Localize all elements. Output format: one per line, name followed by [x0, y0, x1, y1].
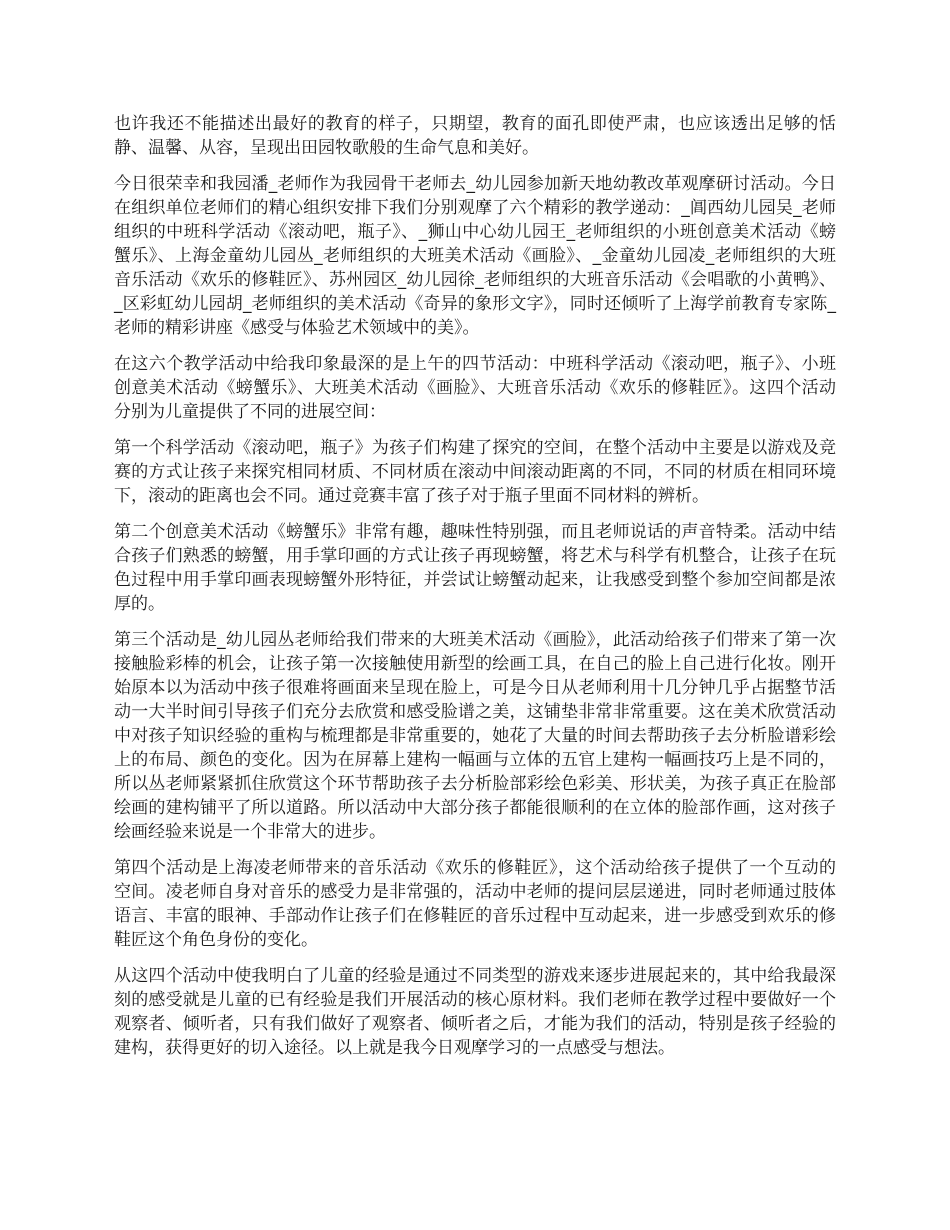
paragraph-four-activities: 在这六个教学活动中给我印象最深的是上午的四节活动：中班科学活动《滚动吧，瓶子》、小班创意美术活动《螃蟹乐》、大班美术活动《画脸》、大班音乐活动《欢乐的修鞋匠》。这四个活动分别为儿童提供了不同的进展空间：: [114, 354, 836, 422]
paragraph-conclusion: 从这四个活动中使我明白了儿童的经验是通过不同类型的游戏来逐步进展起来的，其中给我最深刻的感受就是儿童的已有经验是我们开展活动的核心原材料。我们老师在教学过程中要做好一个观察者、倾听者，只有我们做好了观察者、倾听者之后，才能为我们的活动，特别是孩子经验的建构，获得更好的切入途径。以上就是我今日观摩学习的一点感受与想法。: [114, 966, 836, 1058]
paragraph-face-painting-activity: 第三个活动是_幼儿园丛老师给我们带来的大班美术活动《画脸》，此活动给孩子们带来了第一次接触脸彩棒的机会，让孩子第一次接触使用新型的绘画工具，在自己的脸上自己进行化妆。刚开始原本以为活动中孩子很难将画面来呈现在脸上，可是今日从老师利用十几分钟几乎占据整节活动一大半时间引导孩子们充分去欣赏和感受脸谱之美，这铺垫非常非常重要。这在美术欣赏活动中对孩子知识经验的重构与梳理都是非常重要的，她花了大量的时间去帮助孩子去分析脸谱彩绘上的布局、颜色的变化。因为在屏幕上建构一幅画与立体的五官上建构一幅画技巧上是不同的，所以丛老师紧紧抓住欣赏这个环节帮助孩子去分析脸部彩绘色彩美、形状美，为孩子真正在脸部绘画的建构铺平了所以道路。所以活动中大部分孩子都能很顺利的在立体的脸部作画，这对孩子绘画经验来说是一个非常大的进步。: [114, 630, 836, 842]
paragraph-crab-art-activity: 第二个创意美术活动《螃蟹乐》非常有趣，趣味性特别强，而且老师说话的声音特柔。活动中结合孩子们熟悉的螃蟹，用手掌印画的方式让孩子再现螃蟹，将艺术与科学有机整合，让孩子在玩色过程中用手掌印画表现螃蟹外形特征，并尝试让螃蟹动起来，让我感受到整个参加空间都是浓厚的。: [114, 522, 836, 614]
paragraph-observation-overview: 今日很荣幸和我园潘_老师作为我园骨干老师去_幼儿园参加新天地幼教改革观摩研讨活动。今日在组织单位老师们的精心组织安排下我们分别观摩了六个精彩的教学递动：_阊西幼儿园吴_老师组织的中班科学活动《滚动吧，瓶子》、_狮山中心幼儿园王_老师组织的小班创意美术活动《螃蟹乐》、上海金童幼儿园丛_老师组织的大班美术活动《画脸》、_金童幼儿园凌_老师组织的大班音乐活动《欢乐的修鞋匠》、苏州园区_幼儿园徐_老师组织的大班音乐活动《会唱歌的小黄鸭》、_区彩虹幼儿园胡_老师组织的美术活动《奇异的象形文字》，同时还倾听了上海学前教育专家陈_老师的精彩讲座《感受与体验艺术领域中的美》。: [114, 174, 836, 338]
paragraph-science-activity: 第一个科学活动《滚动吧，瓶子》为孩子们构建了探究的空间，在整个活动中主要是以游戏及竞赛的方式让孩子来探究相同材质、不同材质在滚动中间滚动距离的不同，不同的材质在相同环境下，滚动的距离也会不同。通过竞赛丰富了孩子对于瓶子里面不同材料的辨析。: [114, 438, 836, 506]
paragraph-music-activity: 第四个活动是上海凌老师带来的音乐活动《欢乐的修鞋匠》，这个活动给孩子提供了一个互动的空间。凌老师自身对音乐的感受力是非常强的，活动中老师的提问层层递进，同时老师通过肢体语言、丰富的眼神、手部动作让孩子们在修鞋匠的音乐过程中互动起来，进一步感受到欢乐的修鞋匠这个角色身份的变化。: [114, 858, 836, 950]
document-body: [114, 112, 836, 1072]
paragraph-intro: 也许我还不能描述出最好的教育的样子，只期望，教育的面孔即使严肃，也应该透出足够的恬静、温馨、从容，呈现出田园牧歌般的生命气息和美好。: [114, 114, 836, 158]
